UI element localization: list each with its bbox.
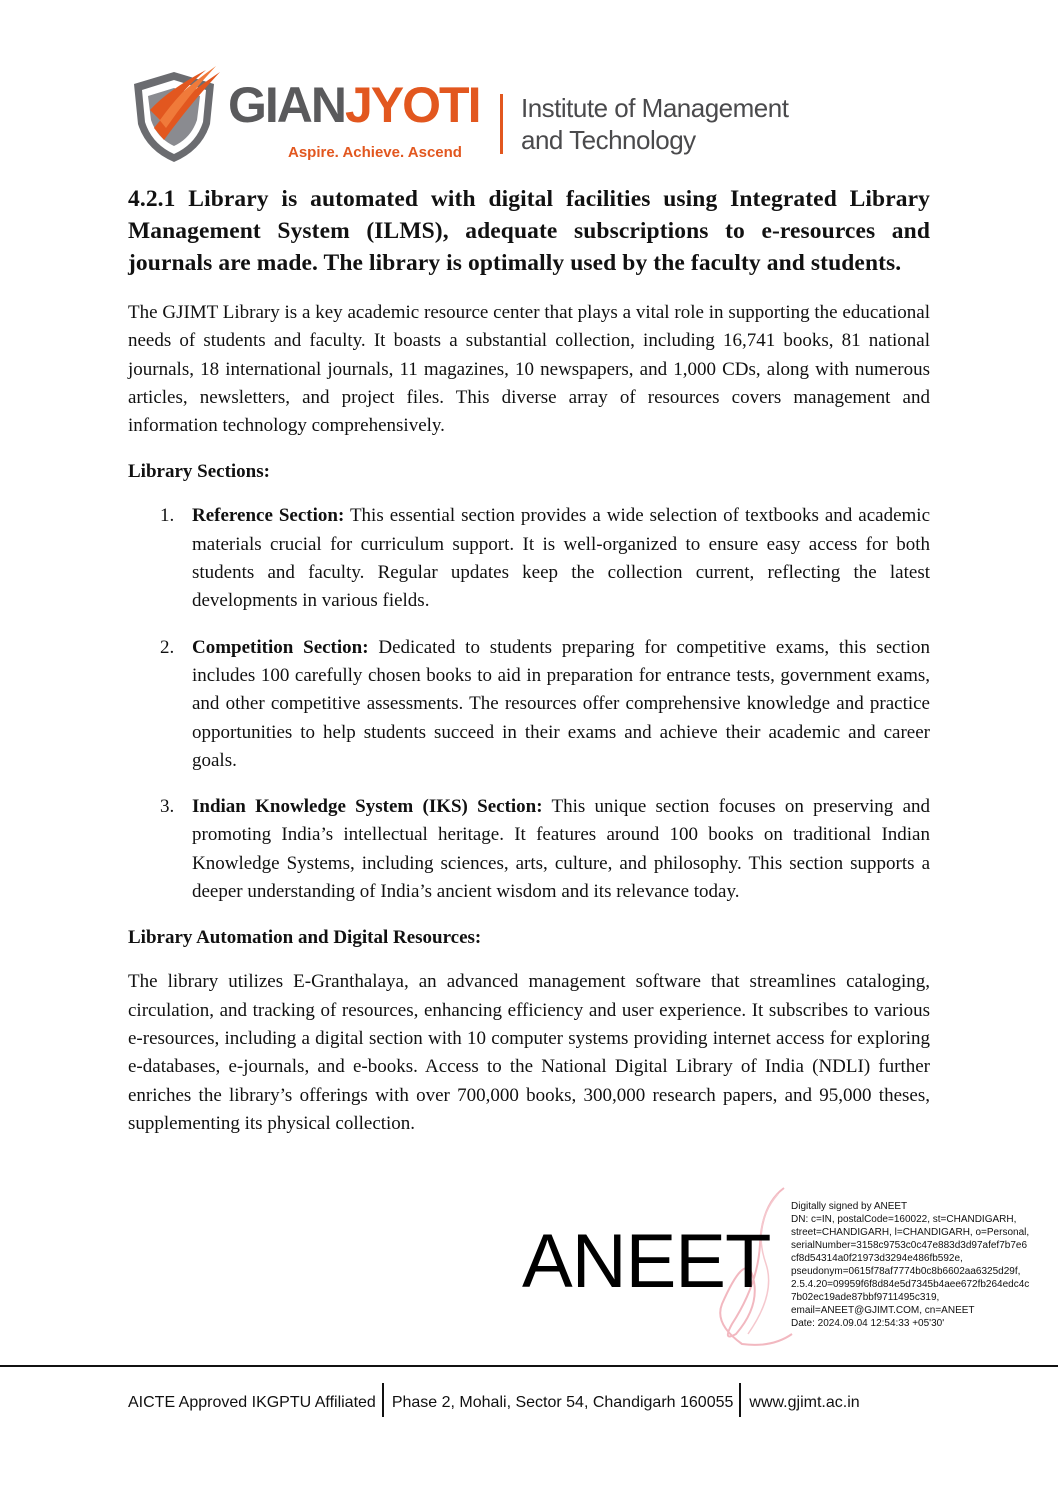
institute-name-line-2: and Technology bbox=[521, 125, 696, 155]
automation-heading: Library Automation and Digital Resources: bbox=[128, 927, 482, 949]
list-item-text: Dedicated to students preparing for competitive exams, this section includes 100 carefully chosen books to aid in preparation for entrance tests, government exams, and other competitive assessments. The resources offer comprehensive knowledge and practice opportunities to help students succeed in their exams and achieve their academic and career goals. bbox=[192, 636, 930, 771]
institute-name bbox=[521, 92, 788, 156]
automation-paragraph: The library utilizes E-Granthalaya, an advanced management software that streamlines cataloging, circulation, and tracking of resources, enhancing efficiency and user experience. It subscribes to various e-resources, including a digital section with 10 computer systems providing internet access for exploring e-databases, e-journals, and e-books. Access to the National Digital Library of India (NDLI) further enriches the library’s offerings with over 700,000 books, 300,000 research papers, and 95,000 theses, supplementing its physical collection. bbox=[128, 971, 930, 1134]
signature-detail-line: 7b02ec19ade87bbf9711495c319, bbox=[791, 1292, 940, 1303]
intro-paragraph: The GJIMT Library is a key academic resource center that plays a vital role in supporting the educational needs of students and faculty. It boasts a substantial collection, including 16,741 books, 81 national journals, 18 international journals, 11 magazines, 10 newspapers, and 1,000 CDs, along with numerous articles, newsletters, and project files. This diverse array of resources covers management and information technology comprehensively. bbox=[128, 302, 930, 437]
signature-detail-line: street=CHANDIGARH, l=CHANDIGARH, o=Personal, bbox=[791, 1227, 1030, 1238]
signature-detail-line: DN: c=IN, postalCode=160022, st=CHANDIGARH, bbox=[791, 1214, 1017, 1225]
signature-detail-line: serialNumber=3158c9753c0c47e883d3d97afef7b7e6 bbox=[791, 1240, 1028, 1251]
list-item bbox=[128, 502, 930, 615]
list-item-number: 3. bbox=[160, 796, 175, 818]
signature-details bbox=[791, 1200, 1057, 1330]
logo-divider bbox=[500, 94, 503, 154]
signature-detail-line: email=ANEET@GJIMT.COM, cn=ANEET bbox=[791, 1305, 975, 1316]
footer-separator bbox=[382, 1383, 384, 1417]
logo-word-jyoti: JYOTI bbox=[345, 77, 480, 133]
list-item bbox=[128, 634, 930, 775]
list-item bbox=[128, 793, 930, 906]
list-item-text: This essential section provides a wide selection of textbooks and academic materials crucial for curriculum support. It is well-organized to ensure easy access for both students and faculty. Regular updates keep the collection current, reflecting the latest developments in various fields. bbox=[192, 505, 930, 612]
footer bbox=[128, 1386, 860, 1420]
digital-signature bbox=[520, 1184, 1058, 1344]
logo-word-gian: GIAN bbox=[228, 77, 345, 133]
letterhead bbox=[128, 66, 828, 166]
signature-detail-line: Date: 2024.09.04 12:54:33 +05'30' bbox=[791, 1318, 945, 1329]
sections-list bbox=[128, 502, 930, 906]
footer-address: Phase 2, Mohali, Sector 54, Chandigarh 160055 bbox=[391, 1394, 734, 1412]
list-item-title: Reference Section: bbox=[192, 505, 345, 527]
signature-detail-line: 2.5.4.20=09959f6f8d84e5d7345b4aee672fb264edc4c bbox=[791, 1279, 1030, 1290]
signature-detail-line: pseudonym=0615f78af7774b0c8b6602aa6325d29f, bbox=[791, 1266, 1021, 1277]
logo-tagline: Aspire. Achieve. Ascend bbox=[288, 144, 462, 161]
list-item-number: 1. bbox=[160, 505, 175, 527]
list-item-number: 2. bbox=[160, 636, 175, 658]
shield-logo-icon bbox=[128, 66, 224, 166]
footer-website-link[interactable]: www.gjimt.ac.in bbox=[749, 1394, 860, 1412]
footer-separator bbox=[739, 1383, 741, 1417]
signer-name: ANEET bbox=[522, 1219, 771, 1304]
document-body bbox=[128, 183, 930, 1156]
list-item-title: Indian Knowledge System (IKS) Section: bbox=[192, 796, 543, 818]
logo-wordmark bbox=[228, 77, 480, 133]
footer-affiliation: AICTE Approved IKGPTU Affiliated bbox=[128, 1394, 376, 1412]
signature-detail-line: Digitally signed by ANEET bbox=[791, 1201, 908, 1212]
footer-divider bbox=[0, 1365, 1058, 1367]
signature-detail-line: cf8d54314a0f21973d3294e486fb592e, bbox=[791, 1253, 963, 1264]
list-item-title: Competition Section: bbox=[192, 636, 369, 658]
institute-name-line-1: Institute of Management bbox=[521, 93, 789, 123]
list-item-text: This unique section focuses on preserving and promoting India’s intellectual heritage. It features around 100 books on traditional Indian Knowledge Systems, including sciences, arts, culture, and philosophy. This section supports a deeper understanding of India’s ancient wisdom and its relevance today. bbox=[192, 796, 931, 903]
page-title: 4.2.1 Library is automated with digital facilities using Integrated Library Management System (ILMS), adequate subscriptions to e-resources and journals are made. The library is optimally used by the faculty and students. bbox=[128, 186, 930, 276]
sections-heading: Library Sections: bbox=[128, 461, 270, 483]
